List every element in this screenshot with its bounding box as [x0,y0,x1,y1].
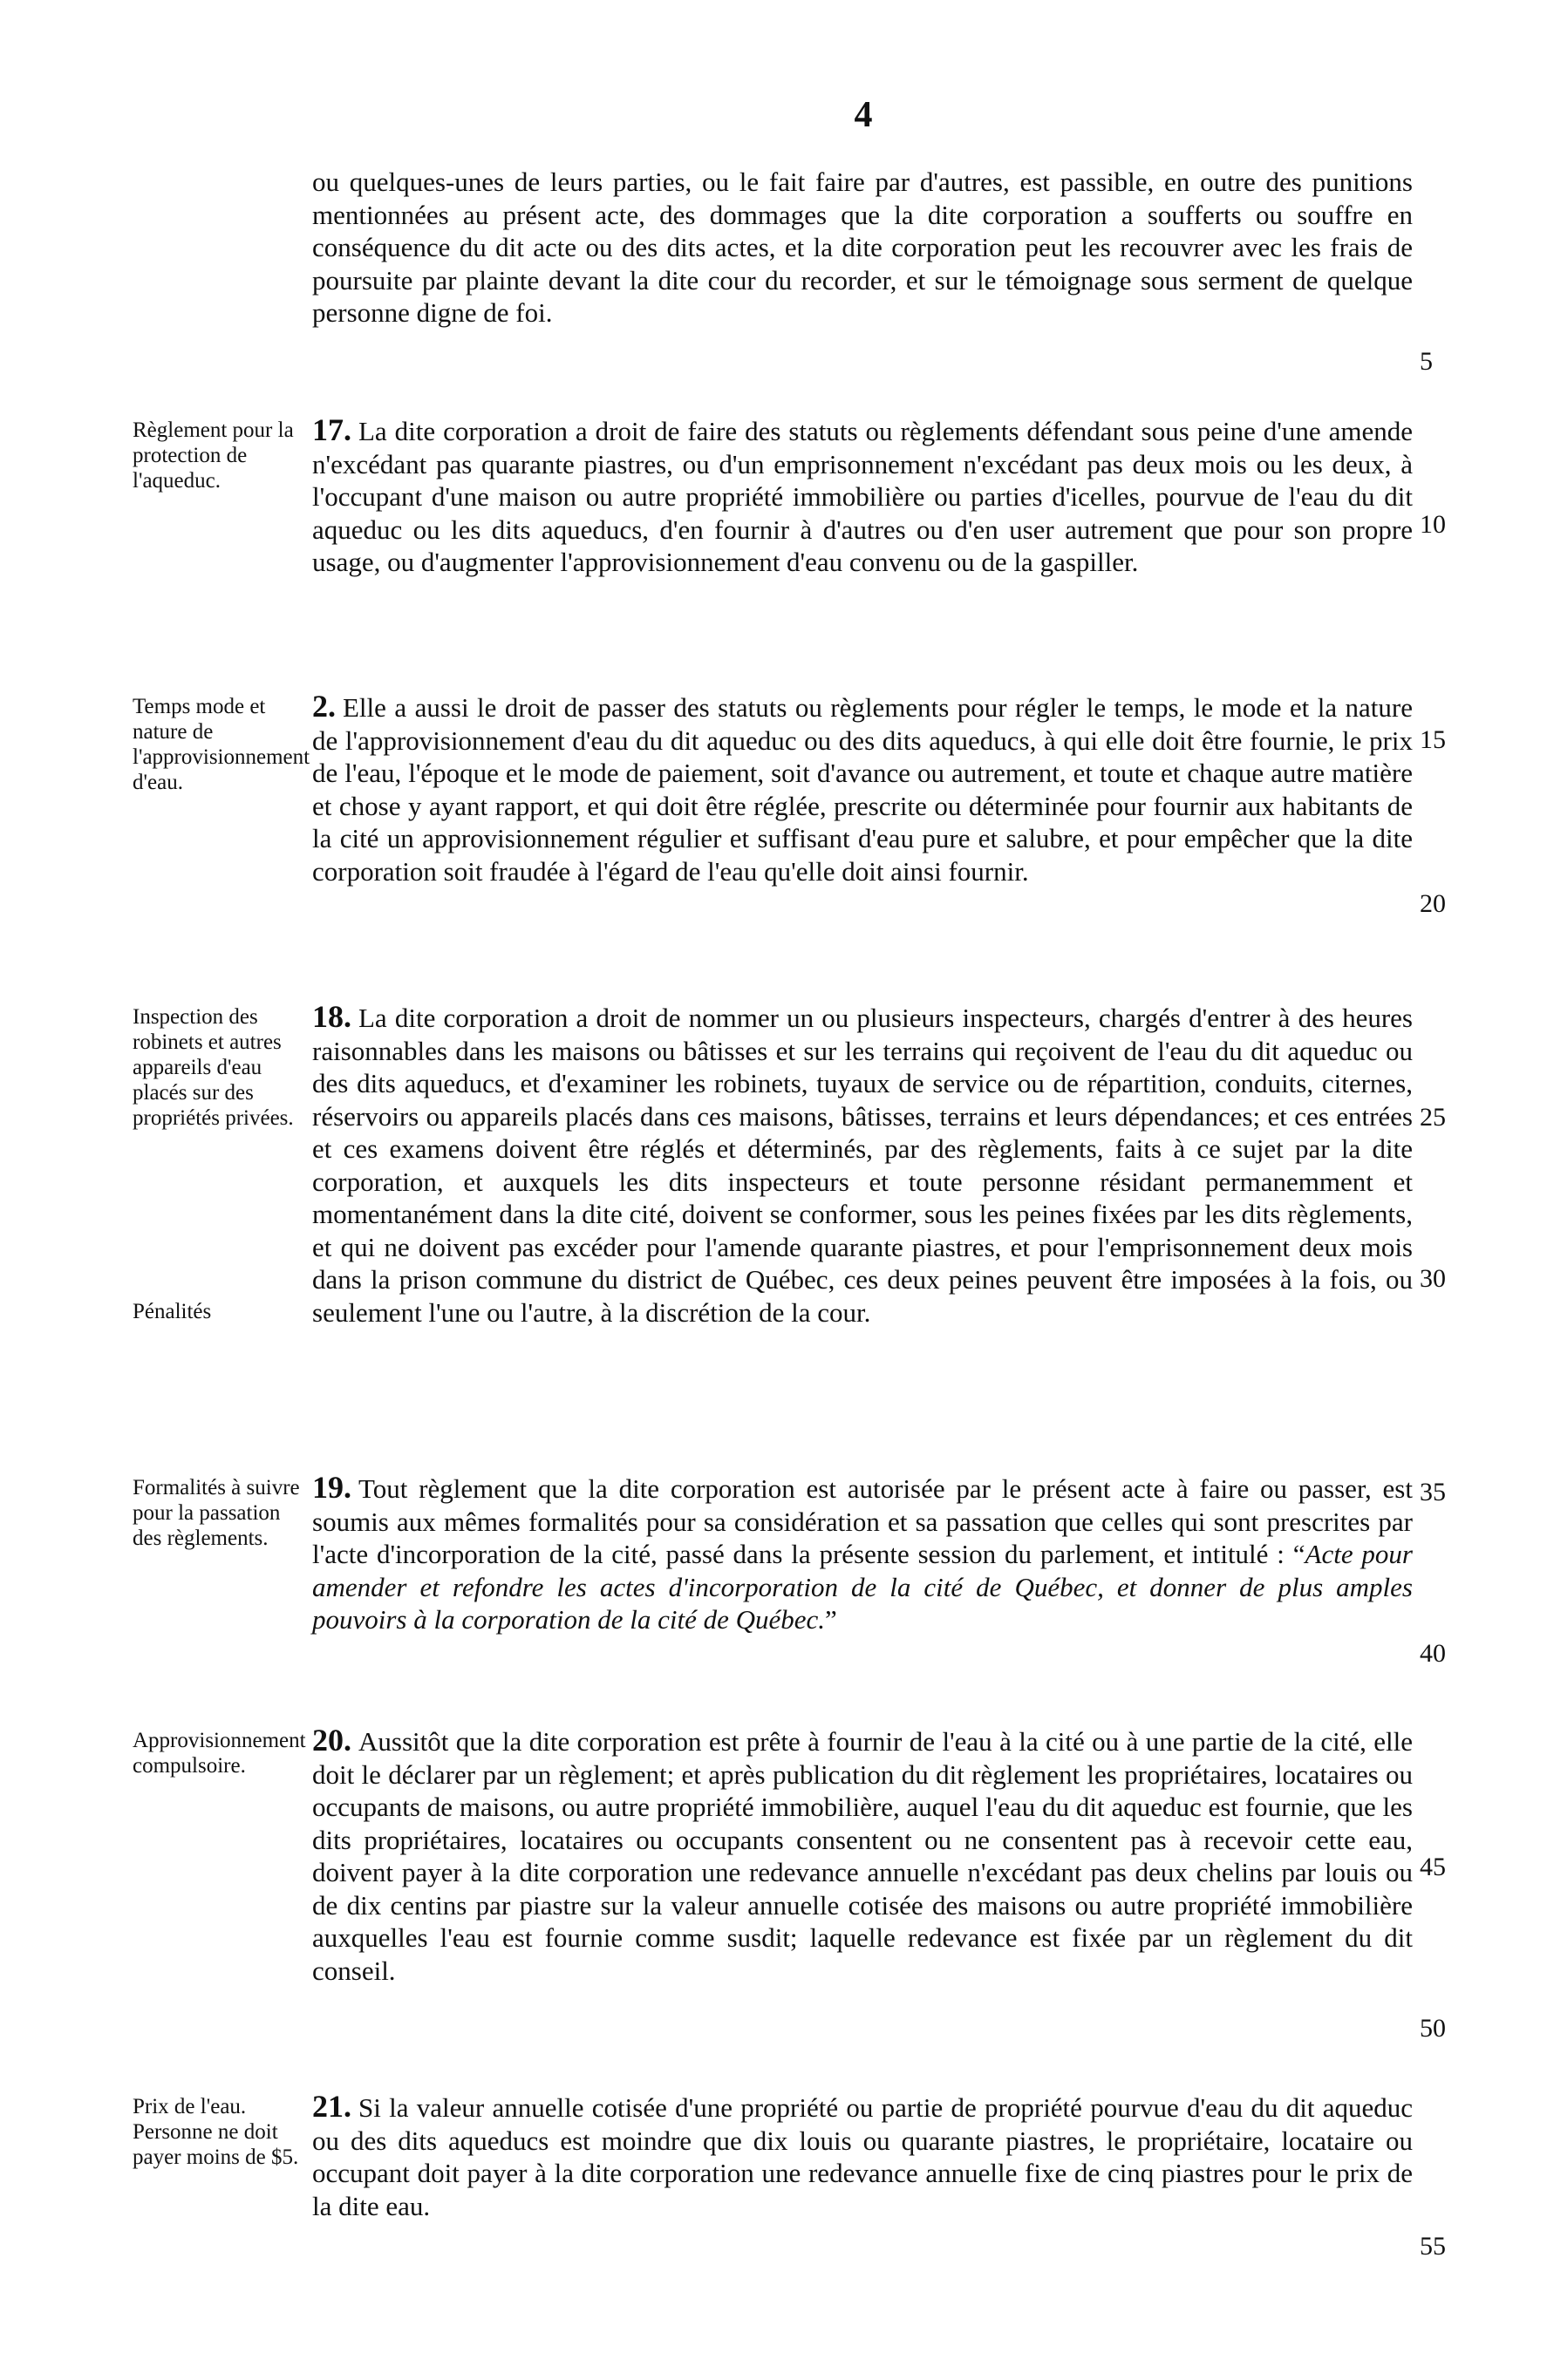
line-number: 35 [1420,1478,1446,1506]
section-body: La dite corporation a droit de nommer un ou plusieurs inspecteurs, chargés d'entrer à des heures raisonnables dans les maisons ou bâtisses et sur les terrains qui reçoivent de l'eau du dit aqueduc ou des dits aqueducs, et d'examiner les robinets, tuyaux de service ou de répartition, conduits, citernes, réservoirs ou appareils placés dans ces maisons, bâtisses, terrains et leurs dépendances; et ces entrées et ces examens doivent être réglés et déterminés, par des règlements, faits à ce sujet par la dite corporation, et auxquels les dits inspecteurs et toute personne résidant permanemment et momentanément dans la dite cité, doivent se conformer, sous les peines fixées par les dits règlements, et qui ne doivent pas excéder pour l'amende quarante piastres, et pour l'emprisonnement deux mois dans la prison commune du district de Québec, ces deux peines peuvent être imposées à la fois, ou seulement l'une ou l'autre, à la discrétion de la cour. [312,1003,1413,1328]
section-number: 19. [312,1470,351,1505]
margin-note: Temps mode et nature de l'approvisionnement d'eau. [133,695,310,794]
section-number: 2. [312,689,336,724]
section-number: 17. [312,412,351,447]
margin-note-penalties: Pénalités [133,1300,212,1323]
line-number: 30 [1420,1264,1446,1293]
section-body: Tout règlement que la dite corporation est autorisée par le présent acte à faire ou passer, est soumis aux mêmes formalités pour sa considération et sa passation que celles qui sont prescrites par l'acte d'incorporation de la cité, passé dans la présente session du parlement, et intitulé : “ [312,1473,1413,1569]
section-number: 21. [312,2089,351,2124]
margin-note: Inspection des robinets et autres appareils d'eau placés sur des propriétés privées. [133,1005,294,1130]
paragraph-text [312,1001,1413,1329]
line-number: 55 [1420,2232,1446,2261]
line-number: 50 [1420,2014,1446,2043]
margin-note: Approvisionnement compulsoire. [133,1729,306,1778]
line-number: 45 [1420,1853,1446,1881]
page-number: 4 [854,95,873,135]
margin-note: Prix de l'eau. Personne ne doit payer moins de $5. [133,2095,299,2169]
line-number: 40 [1420,1639,1446,1668]
line-number: 10 [1420,510,1446,539]
section-body: Aussitôt que la dite corporation est prête à fournir de l'eau à la cité ou à une partie de la cité, elle doit le déclarer par un règlement; et après publication du dit règlement les propriétaires, locataires ou occupants de maisons, ou autre propriété immobilière, auquel l'eau du dit aqueduc est fournie, que les dits propriétaires, locataires ou occupants consentent ou ne consentent pas à recevoir cette eau, doivent payer à la dite corporation une redevance annuelle n'excédant pas deux chelins par louis ou de dix centins par piastre sur la valeur annuelle cotisée des maisons ou autre propriété immobilière auxquelles l'eau est fournie comme susdit; laquelle redevance est fixée par un règlement du dit conseil. [312,1726,1413,1986]
section-body: Si la valeur annuelle cotisée d'une propriété ou partie de propriété pourvue d'eau du dit aqueduc ou des dits aqueducs est moindre que dix louis ou quarante piastres, le propriétaire, locataire ou occupant doit payer à la dite corporation une redevance annuelle fixe de cinq piastres pour le prix de la dite eau. [312,2092,1413,2221]
paragraph-text [312,2091,1413,2222]
line-number: 25 [1420,1103,1446,1132]
section-number: 20. [312,1723,351,1758]
line-number: 5 [1420,347,1433,376]
paragraph-text [312,414,1413,579]
paragraph-text [312,1724,1413,1987]
act-title: Acte pour amender et refondre les actes d'incorporation de la cité de Québec, et donner de plus amples pouvoirs à la corporation de la cité de Québec. [312,1539,1413,1635]
closing-quote: ” [825,1604,837,1635]
margin-note: Règlement pour la protection de l'aqueduc. [133,418,294,493]
paragraph-text [312,690,1413,887]
paragraph-text: ou quelques-unes de leurs parties, ou le fait faire par d'autres, est passible, en outre des punitions mentionnées au présent acte, des dommages que la dite corporation a soufferts ou souffre en conséquence du dit acte ou des dits actes, et la dite corporation peut les recouvrer avec les frais de poursuite par plainte devant la dite cour du recorder, et sur le témoignage sous serment de quelque personne digne de foi. [312,167,1413,328]
line-number: 20 [1420,889,1446,918]
paragraph-text [312,1472,1413,1636]
line-number: 15 [1420,725,1446,754]
section-number: 18. [312,999,351,1034]
section-body: La dite corporation a droit de faire des statuts ou règlements défendant sous peine d'une amende n'excédant pas quarante piastres, ou d'un emprisonnement n'excédant pas deux mois ou les deux, à l'occupant d'une maison ou autre propriété immobilière ou parties d'icelles, pourvue de l'eau du dit aqueduc ou les dits aqueducs, d'en fournir à d'autres ou d'en user autrement que pour son propre usage, ou d'augmenter l'approvisionnement d'eau convenu ou de la gaspiller. [312,416,1413,577]
section-body: Elle a aussi le droit de passer des statuts ou règlements pour régler le temps, le mode et la nature de l'approvisionnement d'eau du dit aqueduc ou des dits aqueducs, à qui elle doit être fournie, le prix de l'eau, l'époque et le mode de paiement, soit d'avance ou autrement, et toute et chaque autre matière et chose y ayant rapport, et qui doit être réglée, prescrite ou déterminée pour fournir aux habitants de la cité un approvisionnement régulier et suffisant d'eau pure et salubre, et pour empêcher que la dite corporation soit fraudée à l'égard de l'eau qu'elle doit ainsi fournir. [312,692,1413,887]
margin-note: Formalités à suivre pour la passation des règlements. [133,1476,300,1550]
